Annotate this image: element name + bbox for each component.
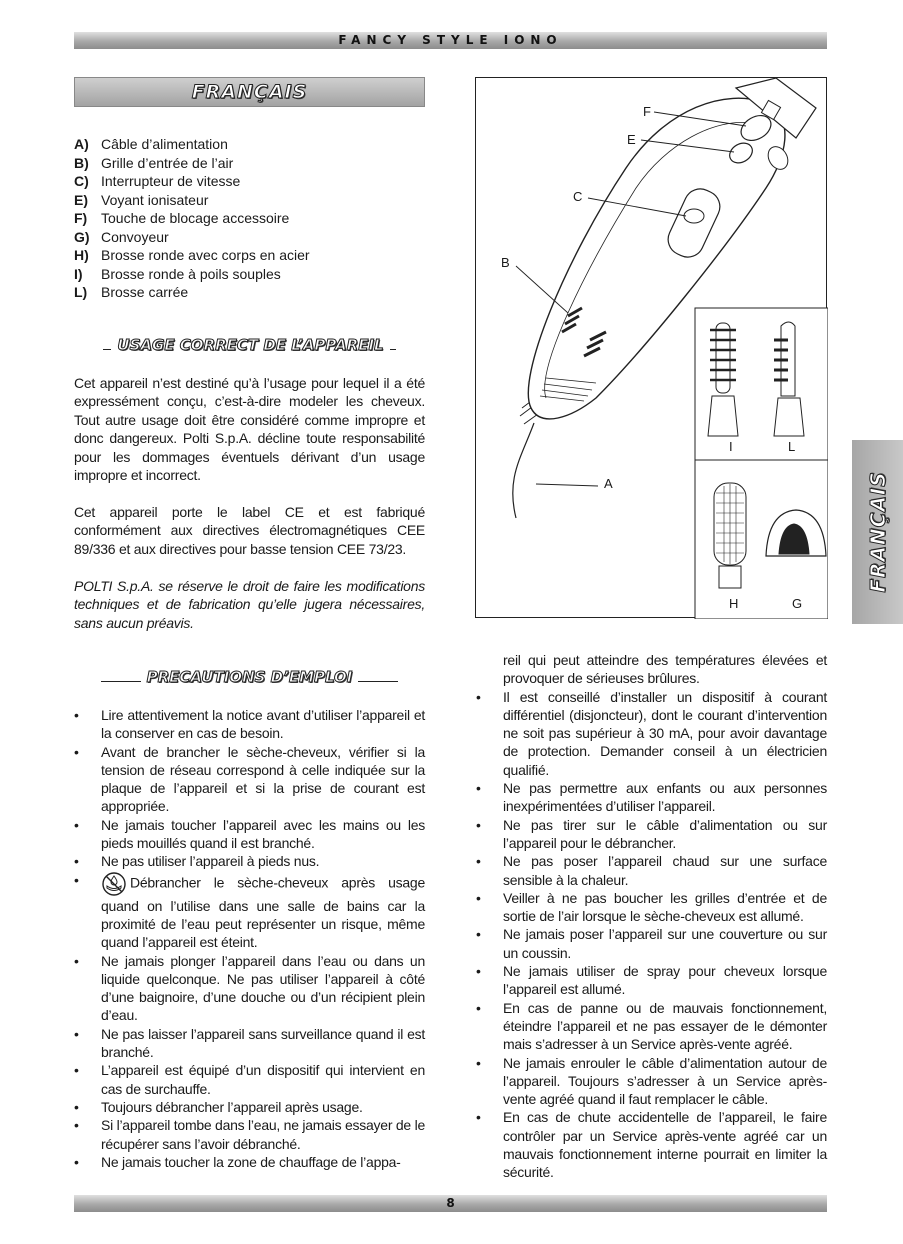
list-item — [74, 852, 425, 870]
label-g: G — [792, 596, 803, 611]
list-item — [476, 816, 827, 853]
legend-label: Grille d’entrée de l’air — [101, 154, 234, 171]
list-item-text: Ne pas tirer sur le câble d’alimentation ou sur l’appareil pour le débrancher. — [503, 816, 827, 851]
bullet: • — [476, 926, 481, 943]
list-item-text: Ne pas permettre aux enfants ou aux personnes inexpérimentées d’utiliser l’appareil. — [503, 780, 827, 815]
legend-label: Touche de blocage accessoire — [101, 210, 290, 226]
list-item — [74, 952, 425, 1025]
legend-key: L) — [74, 284, 88, 300]
hair-dryer-illustration — [476, 78, 828, 619]
product-diagram — [475, 77, 827, 618]
legend-item — [74, 191, 424, 210]
legend-key: E) — [74, 191, 88, 208]
bullet: • — [74, 1062, 79, 1079]
precautions-title-text: PRECAUTIONS D’EMPLOI — [146, 668, 353, 686]
list-item-text: Toujours débrancher l’appareil après usage. — [101, 1098, 363, 1115]
list-item-text: Il est conseillé d’installer un dispositif à courant différentiel (disjoncteur), dont le courant d’intervention ne soit pas supérieur à 30 mA, pour avoir davantage de protection. Demander conseil à un électricien qualifié. — [503, 688, 827, 778]
usage-paragraph-3: POLTI S.p.A. se réserve le droit de faire les modifications techniques et de fabrication qu’elle jugera nécessaires, sans aucun préavis. — [74, 578, 425, 631]
legend-item — [74, 283, 424, 302]
legend-item — [74, 228, 424, 247]
list-item-text: Avant de brancher le sèche-cheveux, vérifier si la tension de réseau correspond à celle indiquée sur la plaque de l’appareil et si la prise de courant est appropriée. — [101, 743, 425, 815]
list-item-text: Ne jamais plonger l’appareil dans l’eau ou dans un liquide quelconque. Ne pas utiliser l’appareil à côté d’une baignoire, d’une douche ou d’un récipient plein d’eau. — [101, 952, 425, 1024]
list-item-text: Ne jamais utiliser de spray pour cheveux lorsque l’appareil est allumé. — [503, 963, 827, 998]
title-rule — [101, 681, 141, 682]
list-item-text: reil qui peut atteindre des températures élevées et provoquer de sérieuses brûlures. — [503, 652, 827, 687]
title-rule — [103, 349, 111, 350]
bullet: • — [476, 853, 481, 870]
legend-key: B) — [74, 154, 89, 171]
list-item — [476, 852, 827, 889]
side-tab-label: FRANÇAIS — [865, 471, 890, 593]
list-item-text: En cas de panne ou de mauvais fonctionnement, éteindre l’appareil et ne pas essayer de le démonter mais s’adresser à un Service après-vente agréé. — [503, 999, 827, 1053]
legend-label: Brosse ronde à poils souples — [101, 265, 281, 282]
legend-item — [74, 265, 424, 284]
list-item — [74, 816, 425, 853]
title-rule — [358, 681, 398, 682]
bullet: • — [476, 1054, 481, 1071]
legend-key: I) — [74, 265, 83, 282]
bullet: • — [476, 889, 481, 906]
bullet: • — [74, 707, 79, 723]
list-item-text: Ne pas laisser l’appareil sans surveillance quand il est branché. — [101, 1025, 425, 1061]
bullet: • — [476, 780, 481, 797]
label-b: B — [501, 255, 510, 270]
usage-paragraph-1: Cet appareil n’est destiné qu’à l’usage pour lequel il a été expressément conçu, c’est-à-dire modeler les cheveux. Tout autre usage doit être considéré comme impropre et donc dangereux. Polti S.p.A. décline toute responsabilité pour les dommages éventuels dérivant d’un usage impropre et incorrect. — [74, 375, 425, 484]
list-item — [74, 1098, 425, 1116]
side-language-tab — [852, 440, 903, 624]
bullet: • — [74, 816, 79, 833]
bullet: • — [74, 853, 79, 870]
bullet: • — [74, 1117, 79, 1134]
header-bar — [74, 32, 827, 49]
bullet: • — [74, 871, 79, 888]
legend-item — [74, 246, 424, 265]
bullet: • — [476, 963, 481, 980]
bullet: • — [476, 816, 481, 833]
title-rule — [390, 349, 396, 350]
list-item — [74, 1116, 425, 1153]
legend-item — [74, 209, 424, 228]
no-water-bath-icon — [101, 871, 127, 897]
legend-key: C) — [74, 173, 89, 189]
label-l: L — [788, 439, 796, 454]
list-item-text: Ne jamais toucher l’appareil avec les mains ou les pieds mouillés quand il est branché. — [101, 816, 425, 852]
legend-item — [74, 135, 424, 154]
label-i: I — [729, 439, 733, 454]
page-number: 8 — [446, 1196, 455, 1210]
list-item-text: Ne jamais toucher la zone de chauffage de l’appa- — [101, 1153, 401, 1170]
list-item-text: Ne pas utiliser l’appareil à pieds nus. — [101, 853, 320, 870]
list-item — [476, 925, 827, 962]
label-f: F — [643, 104, 651, 119]
bullet: • — [74, 1025, 79, 1042]
steel-brush-h — [714, 483, 746, 588]
legend-key: G) — [74, 228, 90, 245]
list-item — [74, 706, 425, 743]
legend-item — [74, 172, 424, 191]
usage-title-text: USAGE CORRECT DE L’APPAREIL — [117, 336, 384, 354]
list-item-text: L’appareil est équipé d’un dispositif qui intervient en cas de surchauffe. — [101, 1062, 425, 1097]
list-item — [476, 1108, 827, 1181]
legend-key: F) — [74, 210, 88, 226]
list-item — [476, 1054, 827, 1109]
list-item — [476, 779, 827, 816]
list-item — [74, 743, 425, 816]
list-item — [74, 871, 425, 952]
bullet: • — [74, 952, 79, 969]
usage-section-title — [74, 336, 425, 354]
label-a: A — [604, 476, 613, 491]
legend-key: A) — [74, 136, 89, 152]
label-h: H — [729, 596, 739, 611]
bullet: • — [476, 688, 481, 705]
list-item — [74, 1061, 425, 1098]
bullet: • — [74, 1153, 79, 1170]
round-brush-i — [708, 323, 738, 436]
bullet: • — [476, 1109, 481, 1126]
legend-item — [74, 154, 424, 173]
label-c: C — [573, 189, 583, 204]
list-item-text: Veiller à ne pas boucher les grilles d’entrée et de sortie de l’air lorsque le sèche-cheveux est allumé. — [503, 889, 827, 925]
label-e: E — [627, 132, 636, 147]
language-title: FRANÇAIS — [191, 81, 308, 103]
list-item — [476, 999, 827, 1054]
footer-bar — [74, 1195, 827, 1212]
header-title: FANCY STYLE IONO — [338, 33, 563, 47]
precautions-list-right — [476, 651, 827, 1182]
language-title-box — [74, 77, 425, 107]
parts-legend — [74, 135, 424, 302]
power-cord — [513, 423, 534, 518]
legend-label: Convoyeur — [101, 228, 169, 245]
list-item — [476, 889, 827, 926]
list-item-text: Ne jamais enrouler le câble d’alimentation autour de l’appareil. Toujours s’adresser à un Service après-vente agréé quand il faut remplacer le câble. — [503, 1054, 827, 1108]
list-item-text: Si l’appareil tombe dans l’eau, ne jamais essayer de le récupérer sans l’avoir débranché. — [101, 1117, 425, 1152]
list-item-text: Ne jamais poser l’appareil sur une couverture ou sur un coussin. — [503, 926, 827, 961]
legend-label: Interrupteur de vitesse — [101, 173, 241, 189]
usage-paragraph-2: Cet appareil porte le label CE et est fabriqué conformément aux directives électromagnétiques CEE 89/336 et aux directives pour basse tension CEE 73/23. — [74, 504, 425, 557]
legend-label: Câble d’alimentation — [101, 136, 228, 152]
list-item — [74, 1153, 425, 1171]
legend-label: Brosse ronde avec corps en acier — [101, 247, 310, 263]
list-item — [74, 1025, 425, 1062]
bullet: • — [476, 999, 481, 1016]
bullet: • — [74, 743, 79, 760]
list-item-text: Débrancher le sèche-cheveux après usage quand on l’utilise dans une salle de bains car la proximité de l’eau peut représenter un risque, même quand l’appareil est éteint. — [101, 874, 425, 951]
legend-label: Voyant ionisateur — [101, 191, 209, 208]
list-item-continuation — [476, 651, 827, 688]
list-item — [476, 962, 827, 999]
precautions-section-title — [74, 668, 425, 686]
switch-knob — [684, 209, 704, 223]
precautions-list-left — [74, 706, 425, 1171]
legend-key: H) — [74, 247, 89, 263]
legend-label: Brosse carrée — [101, 284, 189, 300]
list-item-text: Ne pas poser l’appareil chaud sur une surface sensible à la chaleur. — [503, 853, 827, 888]
list-item-text: En cas de chute accidentelle de l’appareil, le faire contrôler par un Service après-vente agréé car un mauvais fonctionnement interne pourrait en limiter la sécurité. — [503, 1109, 827, 1181]
list-item — [476, 688, 827, 779]
bullet: • — [74, 1098, 79, 1115]
list-item-text: Lire attentivement la notice avant d’utiliser l’appareil et la conserver en cas de besoin. — [101, 707, 425, 742]
